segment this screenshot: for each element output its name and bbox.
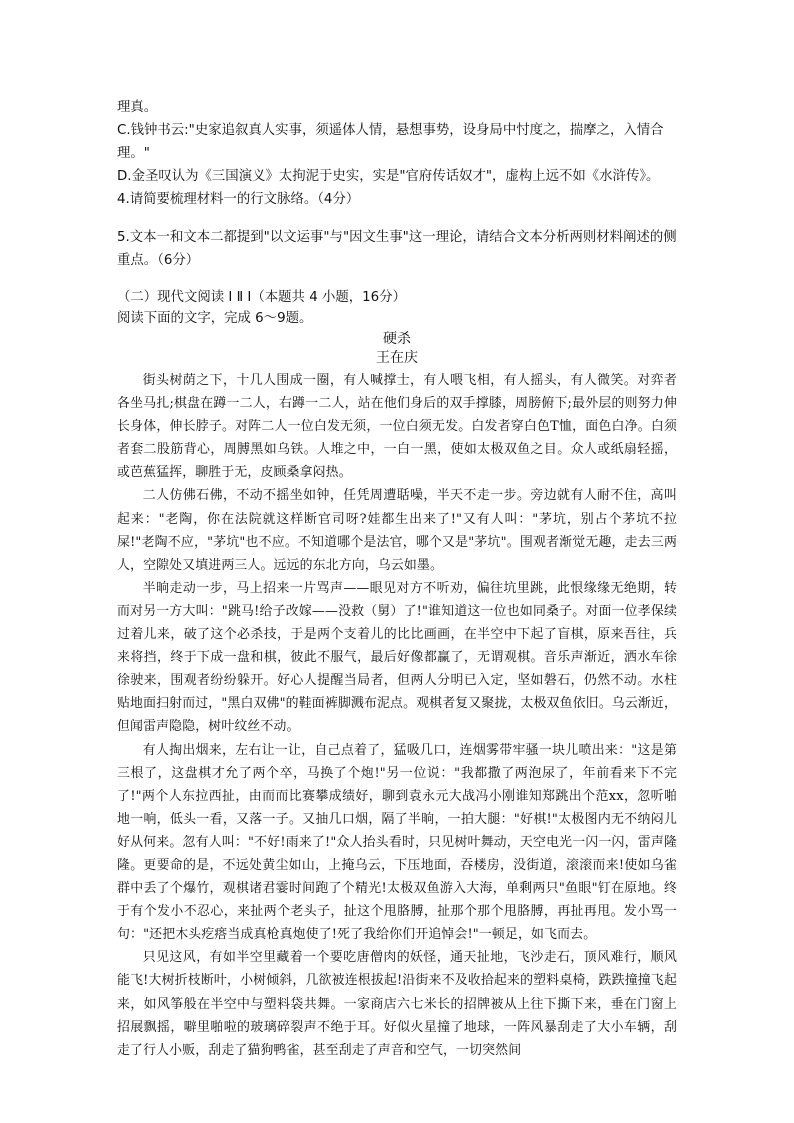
option-c: C.钱钟书云:"史家追叙真人实事，须遥体人情，悬想事势，设身局中忖度之，揣摩之，入情合理。" xyxy=(117,123,664,161)
story-paragraph: 有人掏出烟来，左右让一让，自己点着了，猛吸几口，连烟雾带牢骚一块儿喷出来："这是第三根了，这盘棋才允了两个卒，马换了个炮!"另一位说："我都撒了两泡尿了，年前看来下不完了!"两个人东拉西扯，由而而比赛攀成绩好，聊到袁永元大战冯小刚谁知郑跳出个范xx，忽听啪地一响，低头一看，又落一子。又抽几口烟，隔了半晌，一拍大腿："好棋!"太极图内无不纳闷儿好从何来。忽有人叫："不好!雨来了!"众人抬头看时，只见树叶舞动，天空电光一闪一闪，雷声隆隆。更要命的是，不远处黄尘如山，上掩乌云，下压地面，吞楼房，没街道，滚滚而来!使如乌雀群中丢了个爆竹，观棋诸君霎时间跑了个精光!太极双鱼游入大海，单剩两只"鱼眼"钉在原地。终于有个发小不忍心，来扯两个老头子，扯这个甩胳膊，扯那个那个甩胳膊，再扯再甩。发小骂一句："还把木头疙瘩当成真枪真炮使了!死了我给你们开追悼会!"一顿足，如飞而去。 xyxy=(117,742,677,943)
story-paragraph: 半晌走动一步，马上招来一片骂声——眼见对方不听劝，偏往坑里跳，此恨缘缘无绝期，转而对另一方大叫："跳马!给子改嫁——没救（舅）了!"谁知道这一位也如同桑子。对面一位孝保续过着儿来，破了这个必杀技，于是两个支着儿的比比画画，在半空中下起了盲棋，原来吾往，兵来将挡，终于下成一盘和棋，彼此不服气，最后好像都赢了，无谓观棋。音乐声渐近，洒水车徐徐驶来，围观者纷纷躲开。好心人提醒当局者，但两人分明已入定，坚如磐石，仍然不动。水柱贴地面扫射而过，"黑白双佛"的鞋面裤脚溅布泥点。观棋者复又聚拢，太极双鱼依旧。乌云渐近，但闻雷声隐隐，树叶纹丝不动。 xyxy=(117,580,677,735)
reading-instructions: 阅读下面的文字，完成 6～9题。 xyxy=(117,311,313,326)
story-author: 王在庆 xyxy=(376,350,418,366)
story-paragraph: 只见这风，有如半空里藏着一个要吃唐僧肉的妖怪，通天扯地，飞沙走石，顶风难行，顺风能飞!大树折枝断叶，小树倾斜，几欲被连根拔起!沿街来不及收拾起来的塑料桌椅，跌跌撞撞飞起来，如风筝般在半空中与塑料袋共舞。一家商店六七米长的招牌被从上往下撕下来，垂在门窗上招展飘摇，噼里啪啦的玻璃碎裂声不绝于耳。好似火星撞了地球，一阵风暴刮走了大小车辆，刮走了行人小贩，刮走了猫狗鸭雀，甚至刮走了声音和空气，一切突然间 xyxy=(117,950,677,1058)
question-5: 5.文本一和文本二都提到"以文运事"与"因文生事"这一理论，请结合文本分析两则材料阐述的侧重点。（6分） xyxy=(117,230,677,268)
option-d: D.金圣叹认为《三国演义》太拘泥于史实，实是"官府传话奴才"，虚构上远不如《水浒传》。 xyxy=(117,169,660,184)
story-paragraph: 街头树荫之下，十几人围成一圈，有人喊撑士，有人喂飞相，有人摇头，有人微笑。对弈者各坐马扎;棋盘在蹲一二人，右蹲一二人，站在他们身后的双手撑膝，周膀俯下;最外层的则努力伸长身体，伸长脖子。对阵二人一位白发无须，一位白须无发。白发者穿白色T恤，面色白净。白须者套二股筋背心，周膊黑如乌铁。人堆之中，一白一黑，使如太极双鱼之目。众人或纸扇轻摇，或芭蕉猛挥，聊胜于无，皮顾桑拿闷热。 xyxy=(117,373,677,481)
story-title: 硬杀 xyxy=(383,331,411,347)
section-heading: （二）现代文阅读 I Ⅱ I（本题共 4 小题，16分） xyxy=(117,290,406,305)
story-paragraph: 二人仿佛石佛，不动不摇坐如钟，任凭周遭聒噪，半天不走一步。旁边就有人耐不住，高叫起来："老陶，你在法院就这样断官司呀?娃都生出来了!"又有人叫："茅坑，别占个茅坑不拉屎!"老陶不应，"茅坑"也不应。不知道哪个是法官，哪个又是"茅坑"。围观者渐觉无趣，走去三两人，空隙处又填进两三人。远远的东北方向，乌云如墨。 xyxy=(117,488,677,573)
option-tail-line: 理真。 xyxy=(117,100,158,115)
question-4: 4.请简要梳理材料一的行文脉络。（4分） xyxy=(117,192,360,207)
exam-page xyxy=(117,96,677,1062)
